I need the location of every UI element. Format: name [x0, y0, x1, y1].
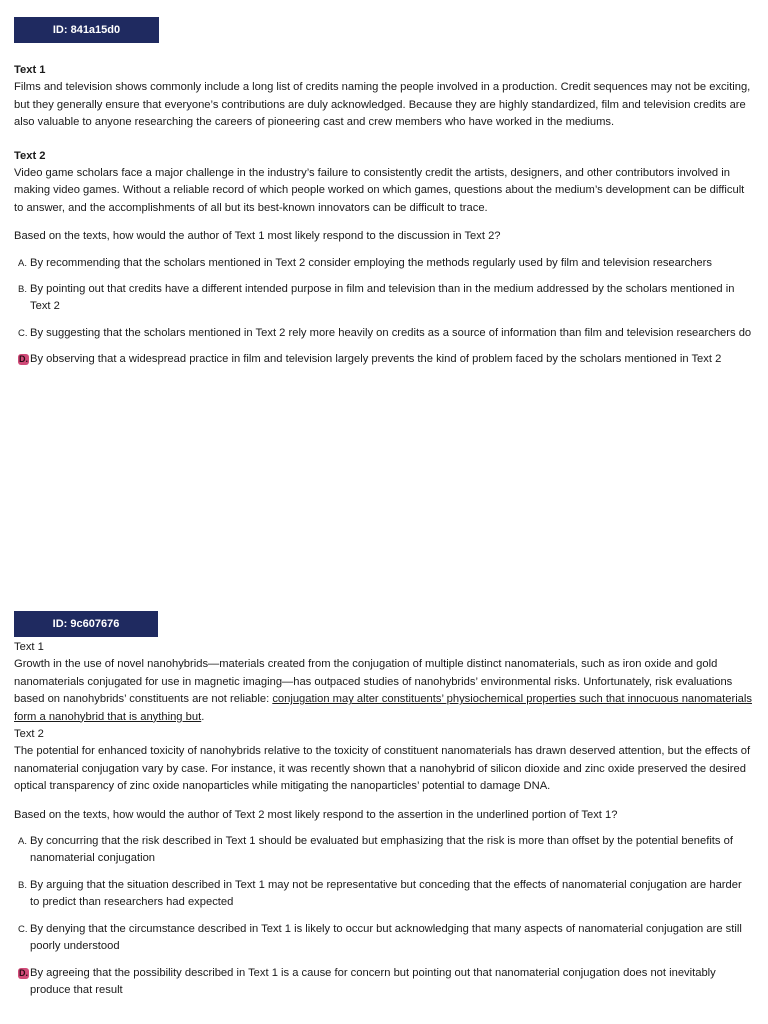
text1-passage: Films and television shows commonly include a long list of credits naming the people involved in a production. Credit sequences may not be exciting, but they generally ensure that everyone’s contributions are duly acknowledged. Because they are highly standardized, film and television credits are also valuable to anyone researching the careers of pioneering cast and crew members who have worked in the mediums.: [14, 81, 751, 129]
question-block-2: [14, 611, 754, 999]
selected-answer-marker: D.: [19, 967, 28, 978]
choice-c[interactable]: [14, 921, 754, 956]
text2-label: Text 2: [14, 728, 44, 741]
choice-b[interactable]: [14, 877, 754, 912]
text1-passage-start: Growth in the use of novel nanohybrids—materials created from the conjugation of multiple distinct nanomaterials, such as iron oxide and gold nanomaterials conjugated for use in magnetic imaging—has outpaced studies of nanohybrids’ environmental risks. Unfortunately, risk evaluations based on nanohybrids’ constituents are not reliable:: [14, 658, 733, 706]
choice-letter: A.: [18, 836, 27, 848]
choice-d-selected[interactable]: [14, 965, 754, 1000]
choice-letter: A.: [18, 257, 27, 269]
choice-a[interactable]: [14, 833, 754, 868]
text1-label: Text 1: [14, 641, 44, 653]
choice-a[interactable]: [14, 255, 754, 272]
selected-answer-marker: D.: [19, 354, 28, 365]
text2-passage: Video game scholars face a major challenge in the industry’s failure to consistently credit the artists, designers, and other contributors involved in making video games. Without a reliable record of which people worked on which games, questions about the medium’s development can be difficult to answer, and the accomplishments of all but its best-known innovators can be difficult to trace.: [14, 167, 745, 214]
text2-label: Text 2: [14, 149, 46, 162]
choice-c[interactable]: [14, 325, 754, 342]
choice-text: By concurring that the risk described in Text 1 should be evaluated but emphasizing that the risk is more than offset by the potential benefits of nanomaterial conjugation: [30, 835, 733, 865]
text1-passage: [14, 656, 754, 726]
choice-text: By suggesting that the scholars mentioned in Text 2 rely more heavily on credits as a source of information than film and television researchers do: [30, 326, 752, 339]
question-id-badge: ID: 9c607676: [14, 611, 158, 637]
answer-choices: [14, 255, 754, 369]
choice-letter: C.: [18, 327, 28, 339]
text1-passage-end: .: [201, 710, 205, 723]
choice-text: By arguing that the situation described in Text 1 may not be representative but conceding that the effects of nanomaterial conjugation are harder to predict than researchers had expected: [30, 878, 742, 909]
choice-text: By denying that the circumstance described in Text 1 is likely to occur but acknowledging that many aspects of nanomaterial conjugation are still poorly understood: [30, 922, 742, 953]
choice-text: By agreeing that the possibility described in Text 1 is a cause for concern but pointing out that nanomaterial conjugation does not inevitably produce that result: [30, 966, 716, 996]
choice-d-selected[interactable]: [14, 351, 754, 368]
text2-passage: The potential for enhanced toxicity of nanohybrids relative to the toxicity of constituent nanomaterials has drawn deserved attention, but the effects of nanomaterial conjugation vary by case. For instance, it was recently shown that a nanohybrid of silicon dioxide and zinc oxide preserved the desired optical transparency of zinc oxide nanoparticles while mitigating the nanoparticles’ potential to damage DNA.: [14, 745, 751, 793]
question-stem: Based on the texts, how would the author of Text 1 most likely respond to the discussion in Text 2?: [14, 230, 501, 243]
choice-letter: B.: [18, 879, 27, 891]
text1-label: Text 1: [14, 64, 46, 76]
choice-letter: B.: [18, 284, 27, 296]
choice-b[interactable]: [14, 281, 754, 316]
question-stem: Based on the texts, how would the author of Text 2 most likely respond to the assertion in the underlined portion of Text 1?: [14, 808, 618, 821]
choice-text: By pointing out that credits have a different intended purpose in film and television than in the medium addressed by the scholars mentioned in Text 2: [30, 283, 735, 313]
answer-choices: [14, 833, 754, 999]
choice-letter: C.: [18, 923, 28, 935]
question-block-1: [14, 17, 754, 369]
question-id-badge: ID: 841a15d0: [14, 17, 159, 43]
choice-text: By recommending that the scholars mentioned in Text 2 consider employing the methods regularly used by film and television researchers: [30, 256, 712, 269]
choice-text: By observing that a widespread practice in film and television largely prevents the kind of problem faced by the scholars mentioned in Text 2: [30, 353, 722, 366]
text1-underlined-portion: conjugation may alter constituents’ physiochemical properties such that innocuous nanomaterials form a nanohybrid that is anything but: [14, 693, 752, 723]
